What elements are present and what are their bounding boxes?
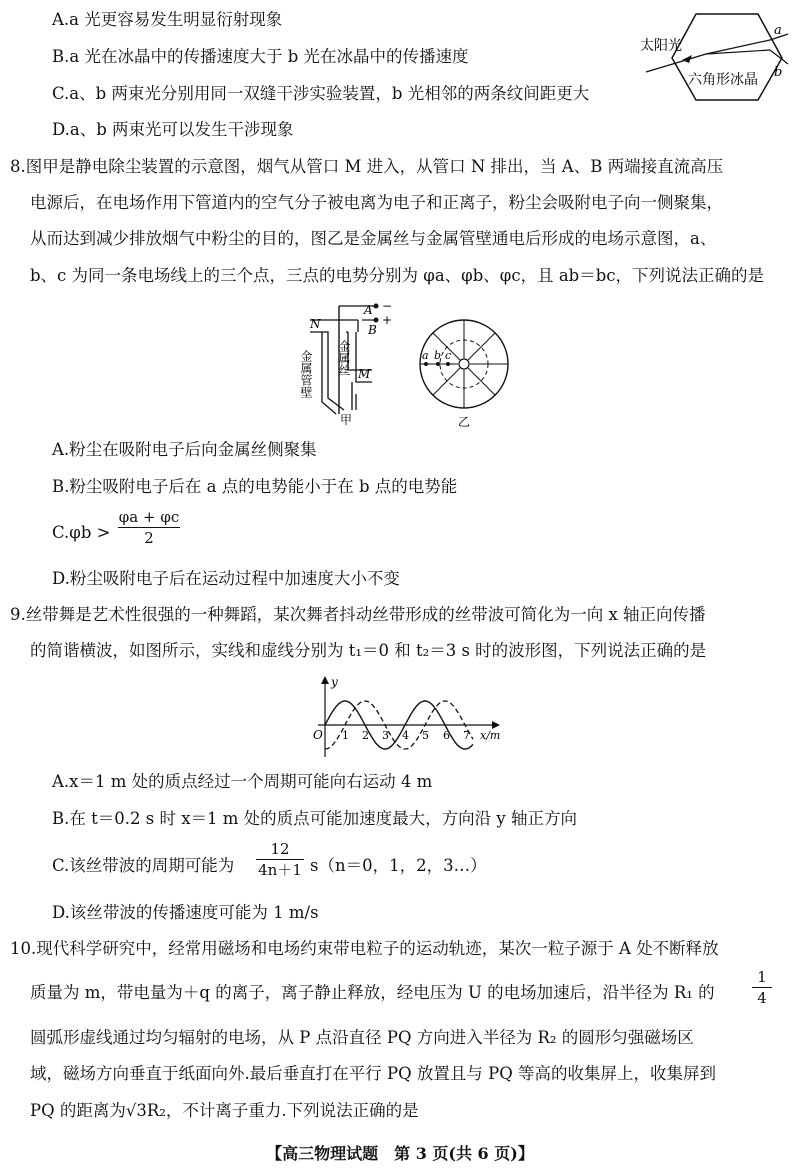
label-b: b bbox=[774, 65, 783, 80]
label-A: A bbox=[364, 303, 373, 317]
plus-sign: + bbox=[382, 313, 393, 327]
point-a bbox=[424, 362, 428, 366]
q9-option-d: D.该丝带波的传播速度可能为 1 m/s bbox=[52, 903, 319, 922]
q8-option-c-prefix: C.φb > bbox=[52, 523, 111, 542]
q9-option-c-suffix: s（n＝0，1，2，3…） bbox=[310, 856, 487, 875]
x-axis-arrow-icon bbox=[492, 721, 500, 729]
q9-option-a: A.x＝1 m 处的质点经过一个周期可能向右运动 4 m bbox=[52, 772, 433, 791]
q10-stem-line-3: 圆弧形虚线通过均匀辐射的电场，从 P 点沿直径 PQ 方向进入半径为 R₂ 的圆形匀强磁场区 bbox=[30, 1028, 694, 1047]
center-wire bbox=[459, 359, 469, 369]
q10-stem-line-5: PQ 的距离为√3R₂，不计离子重力.下列说法正确的是 bbox=[30, 1101, 419, 1120]
q8-stem-line-1: 8.图甲是静电除尘装置的示意图，烟气从管口 M 进入，从管口 N 排出，当 A、B 两端接直流高压 bbox=[10, 157, 724, 176]
ice-crystal-figure bbox=[636, 10, 792, 104]
tick-4: 4 bbox=[402, 729, 409, 742]
tick-5: 5 bbox=[422, 729, 429, 742]
crystal-label: 六角形冰晶 bbox=[688, 72, 758, 88]
point-c bbox=[446, 362, 450, 366]
origin-label: O bbox=[313, 728, 323, 742]
sunlight-label: 太阳光 bbox=[640, 38, 682, 54]
label-yi: 乙 bbox=[458, 415, 471, 429]
point-b bbox=[436, 362, 440, 366]
label-a: a bbox=[422, 349, 429, 362]
tick-1: 1 bbox=[342, 729, 349, 742]
fraction-denominator: 4 bbox=[757, 989, 767, 1007]
page-footer: 【高三物理试题 第 3 页(共 6 页)】 bbox=[266, 1144, 534, 1163]
label-jia: 甲 bbox=[340, 413, 353, 426]
q9-option-c-fraction bbox=[256, 840, 304, 879]
q7-option-b: B.a 光在冰晶中的传播速度大于 b 光在冰晶中的传播速度 bbox=[52, 47, 469, 66]
q9-stem-line-1: 9.丝带舞是艺术性很强的一种舞蹈，某次舞者抖动丝带形成的丝带波可简化为一向 x 轴正向传播 bbox=[10, 605, 706, 624]
tick-2: 2 bbox=[362, 729, 369, 742]
label-c: c bbox=[445, 349, 452, 362]
radial-field-figure bbox=[410, 312, 520, 430]
label-a: a bbox=[774, 23, 782, 38]
q8-option-a: A.粉尘在吸附电子后向金属丝侧聚集 bbox=[52, 440, 317, 459]
q9-stem-line-2: 的简谐横波，如图所示，实线和虚线分别为 t₁＝0 和 t₂＝3 s 时的波形图，下列说法正确的是 bbox=[30, 641, 707, 660]
q8-option-c-fraction bbox=[118, 508, 180, 547]
q8-stem-line-3: 从而达到减少排放烟气中粉尘的目的，图乙是金属丝与金属管壁通电后形成的电场示意图，a、 bbox=[30, 229, 717, 248]
q7-option-c: C.a、b 两束光分别用同一双缝干涉实验装置，b 光相邻的两条纹间距更大 bbox=[52, 84, 590, 103]
tick-6: 6 bbox=[443, 729, 450, 742]
x-label: x/m bbox=[480, 729, 501, 742]
label-wall: 金属管壁 bbox=[299, 350, 313, 398]
q9-option-b: B.在 t＝0.2 s 时 x＝1 m 处的质点可能加速度最大，方向沿 y 轴正方向 bbox=[52, 809, 577, 828]
q8-option-d: D.粉尘吸附电子后在运动过程中加速度大小不变 bbox=[52, 569, 400, 588]
q7-option-a: A.a 光更容易发生明显衍射现象 bbox=[52, 10, 283, 29]
q8-stem-line-4: b、c 为同一条电场线上的三个点，三点的电势分别为 φa、φb、φc，且 ab＝bc，下列说法正确的是 bbox=[30, 266, 765, 285]
q10-quarter-fraction bbox=[752, 968, 772, 1007]
q7-option-d: D.a、b 两束光可以发生干涉现象 bbox=[52, 120, 294, 139]
terminal-b bbox=[374, 318, 379, 323]
q8-stem-line-2: 电源后，在电场作用下管道内的空气分子被电离为电子和正离子，粉尘会吸附电子向一侧聚集， bbox=[30, 193, 723, 212]
y-label: y bbox=[331, 675, 338, 689]
q10-stem-line-1: 10.现代科学研究中，经常用磁场和电场约束带电粒子的运动轨迹，某次一粒子源于 A 处不断释放 bbox=[10, 939, 719, 958]
fraction-numerator: 1 bbox=[757, 968, 767, 986]
sunlight-ray bbox=[646, 54, 706, 72]
terminal-a bbox=[374, 304, 379, 309]
ray-arrow-icon bbox=[682, 55, 692, 63]
q10-stem-line-2: 质量为 m，带电量为＋q 的离子，离子静止释放，经电压为 U 的电场加速后，沿半径为 R₁ 的 bbox=[30, 983, 715, 1002]
fraction-numerator: φa + φc bbox=[118, 508, 180, 526]
label-wire: 金属丝 bbox=[337, 340, 351, 376]
label-M: M bbox=[358, 367, 371, 381]
wave-graph bbox=[300, 673, 510, 761]
label-B: B bbox=[368, 323, 377, 337]
q9-option-c-prefix: C.该丝带波的周期可能为 bbox=[52, 856, 235, 875]
label-N: N bbox=[310, 317, 321, 331]
tick-3: 3 bbox=[382, 729, 389, 742]
y-axis-arrow-icon bbox=[321, 676, 329, 684]
minus-sign: − bbox=[382, 299, 393, 313]
tick-7: 7 bbox=[463, 729, 470, 742]
q10-stem-line-4: 域，磁场方向垂直于纸面向外.最后垂直打在平行 PQ 放置且与 PQ 等高的收集屏上，收集屏到 bbox=[30, 1064, 716, 1083]
fraction-numerator: 12 bbox=[270, 840, 290, 858]
q8-option-b: B.粉尘吸附电子后在 a 点的电势能小于在 b 点的电势能 bbox=[52, 477, 458, 496]
fraction-denominator: 4n＋1 bbox=[258, 861, 302, 879]
label-b: b bbox=[434, 349, 442, 362]
electrostatic-precipitator-figure bbox=[298, 298, 402, 426]
fraction-denominator: 2 bbox=[144, 529, 154, 547]
